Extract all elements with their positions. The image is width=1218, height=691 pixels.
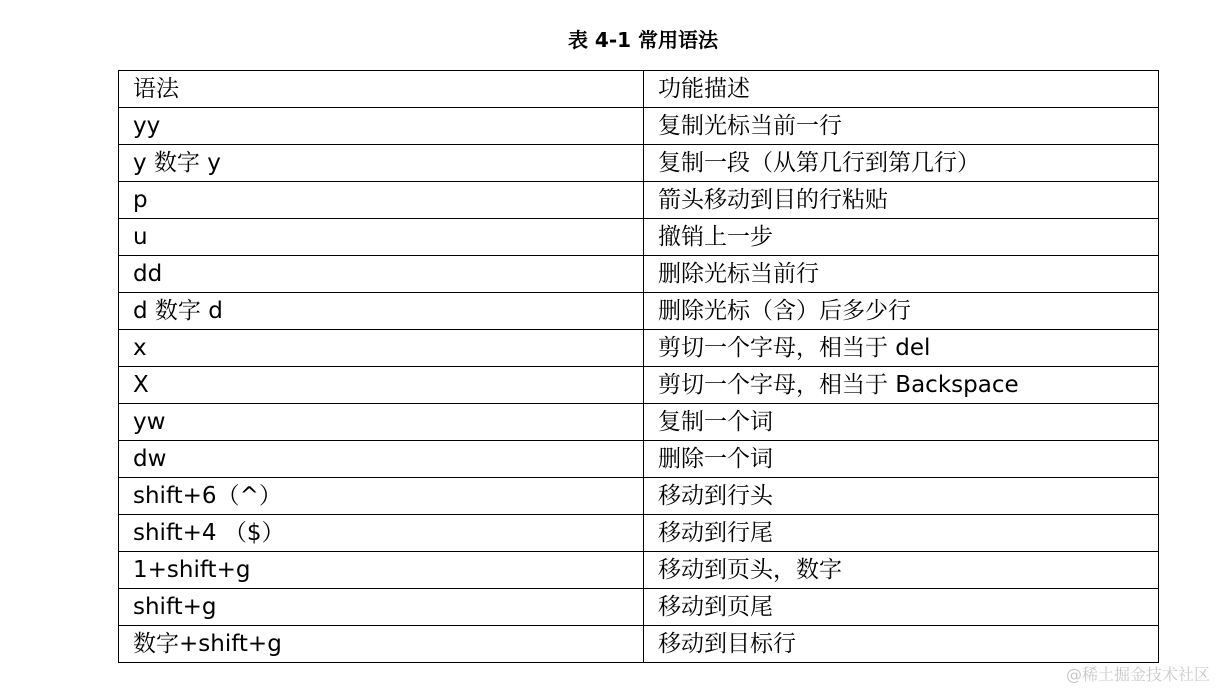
syntax-cell: p [119, 182, 644, 219]
description-cell: 箭头移动到目的行粘贴 [644, 182, 1159, 219]
description-cell: 移动到行尾 [644, 515, 1159, 552]
table-header-row [119, 71, 1159, 108]
syntax-table [118, 70, 1159, 663]
syntax-cell: shift+6（^） [119, 478, 644, 515]
syntax-cell: X [119, 367, 644, 404]
description-cell: 移动到页头，数字 [644, 552, 1159, 589]
table-row [119, 108, 1159, 145]
table-row [119, 330, 1159, 367]
table-caption: 表 4-1 常用语法 [567, 28, 719, 52]
syntax-cell: dw [119, 441, 644, 478]
table-row [119, 626, 1159, 663]
table-row [119, 182, 1159, 219]
description-cell: 移动到行头 [644, 478, 1159, 515]
table-row [119, 589, 1159, 626]
table-row [119, 552, 1159, 589]
description-cell: 删除光标（含）后多少行 [644, 293, 1159, 330]
description-cell: 移动到目标行 [644, 626, 1159, 663]
description-cell: 复制一段（从第几行到第几行） [644, 145, 1159, 182]
header-description: 功能描述 [644, 71, 1159, 108]
table-row [119, 256, 1159, 293]
table-row [119, 145, 1159, 182]
table-row [119, 219, 1159, 256]
syntax-cell: y 数字 y [119, 145, 644, 182]
table-row [119, 441, 1159, 478]
syntax-cell: shift+4 （$） [119, 515, 644, 552]
syntax-cell: x [119, 330, 644, 367]
table-row [119, 404, 1159, 441]
syntax-cell: yy [119, 108, 644, 145]
description-cell: 剪切一个字母，相当于 Backspace [644, 367, 1159, 404]
table-row [119, 293, 1159, 330]
description-cell: 移动到页尾 [644, 589, 1159, 626]
syntax-cell: dd [119, 256, 644, 293]
syntax-cell: yw [119, 404, 644, 441]
table-row [119, 515, 1159, 552]
table-row [119, 367, 1159, 404]
description-cell: 删除光标当前行 [644, 256, 1159, 293]
watermark: @稀土掘金技术社区 [1065, 665, 1210, 684]
syntax-cell: u [119, 219, 644, 256]
description-cell: 复制光标当前一行 [644, 108, 1159, 145]
header-syntax: 语法 [119, 71, 644, 108]
syntax-cell: d 数字 d [119, 293, 644, 330]
syntax-cell: 数字+shift+g [119, 626, 644, 663]
description-cell: 撤销上一步 [644, 219, 1159, 256]
syntax-cell: 1+shift+g [119, 552, 644, 589]
syntax-cell: shift+g [119, 589, 644, 626]
table-row [119, 478, 1159, 515]
description-cell: 删除一个词 [644, 441, 1159, 478]
description-cell: 复制一个词 [644, 404, 1159, 441]
description-cell: 剪切一个字母，相当于 del [644, 330, 1159, 367]
